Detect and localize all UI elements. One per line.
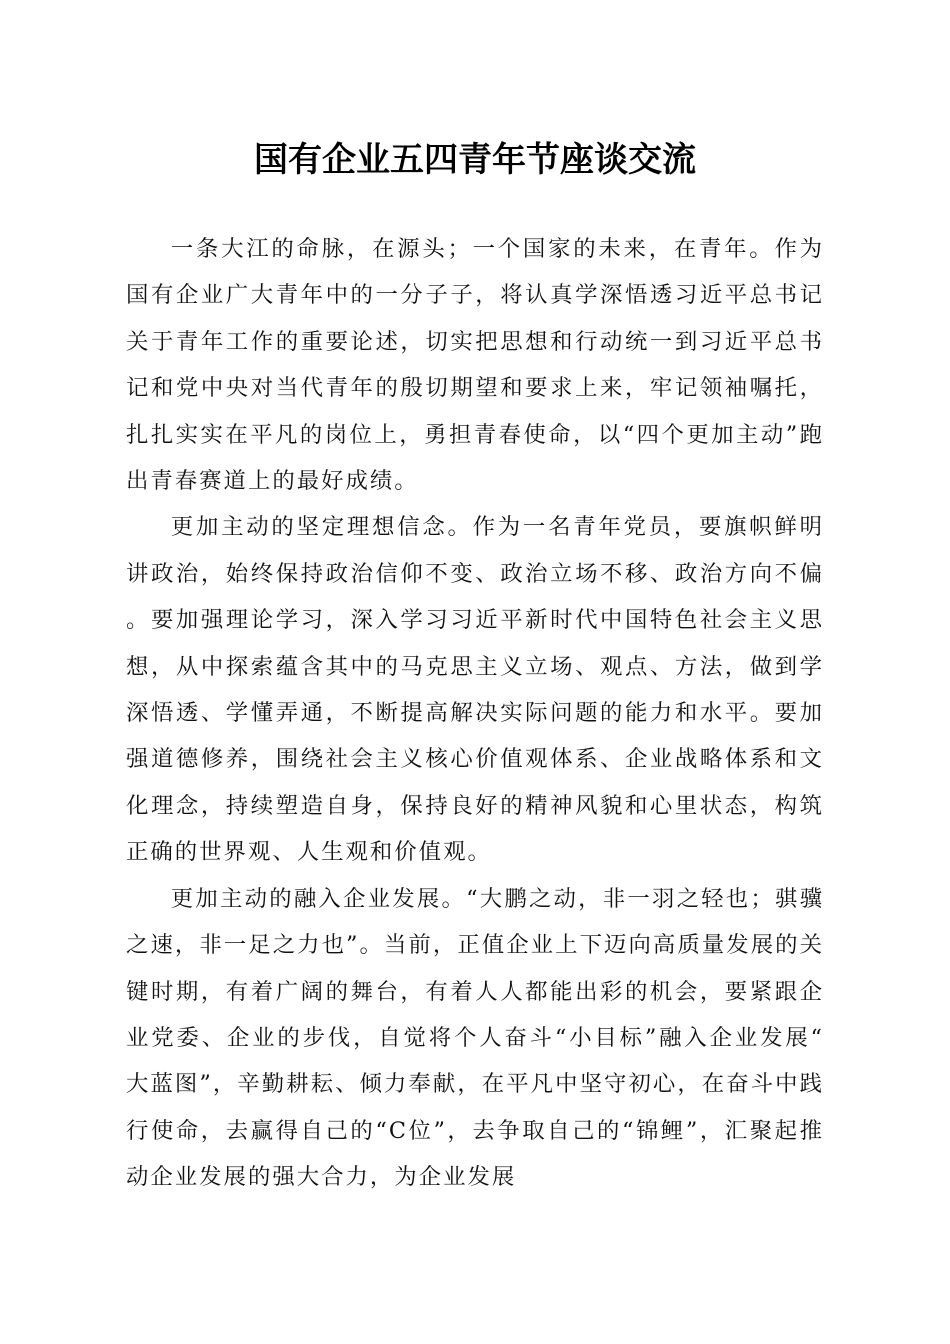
document-body [126, 226, 824, 1201]
document-title: 国有企业五四青年节座谈交流 [254, 140, 696, 180]
paragraph-enterprise: 更加主动的融入企业发展。“大鹏之动，非一羽之轻也；骐骥之速，非一足之力也”。当前，正值企业上下迈向高质量发展的关键时期，有着广阔的舞台，有着人人都能出彩的机会，要紧跟企业党委、企业的步伐，自觉将个人奋斗“小目标”融入企业发展“大蓝图”，辛勤耕耘、倾力奉献，在平凡中坚守初心，在奋斗中践行使命，去赢得自己的“C位”，去争取自己的“锦鲤”，汇聚起推动企业发展的强大合力，为企业发展 [126, 885, 824, 1191]
paragraph-ideals: 更加主动的坚定理想信念。作为一名青年党员，要旗帜鲜明讲政治，始终保持政治信仰不变、政治立场不移、政治方向不偏。要加强理论学习，深入学习习近平新时代中国特色社会主义思想，从中探索蕴含其中的马克思主义立场、观点、方法，做到学深悟透、学懂弄通，不断提高解决实际问题的能力和水平。要加强道德修养，围绕社会主义核心价值观体系、企业战略体系和文化理念，持续塑造自身，保持良好的精神风貌和心里状态，构筑正确的世界观、人生观和价值观。 [126, 514, 824, 866]
paragraph-intro: 一条大江的命脉，在源头；一个国家的未来，在青年。作为国有企业广大青年中的一分子子，将认真学深悟透习近平总书记关于青年工作的重要论述，切实把思想和行动统一到习近平总书记和党中央对当代青年的殷切期望和要求上来，牢记领袖嘱托，扎扎实实在平凡的岗位上，勇担青春使命，以“四个更加主动”跑出青春赛道上的最好成绩。 [126, 236, 824, 495]
